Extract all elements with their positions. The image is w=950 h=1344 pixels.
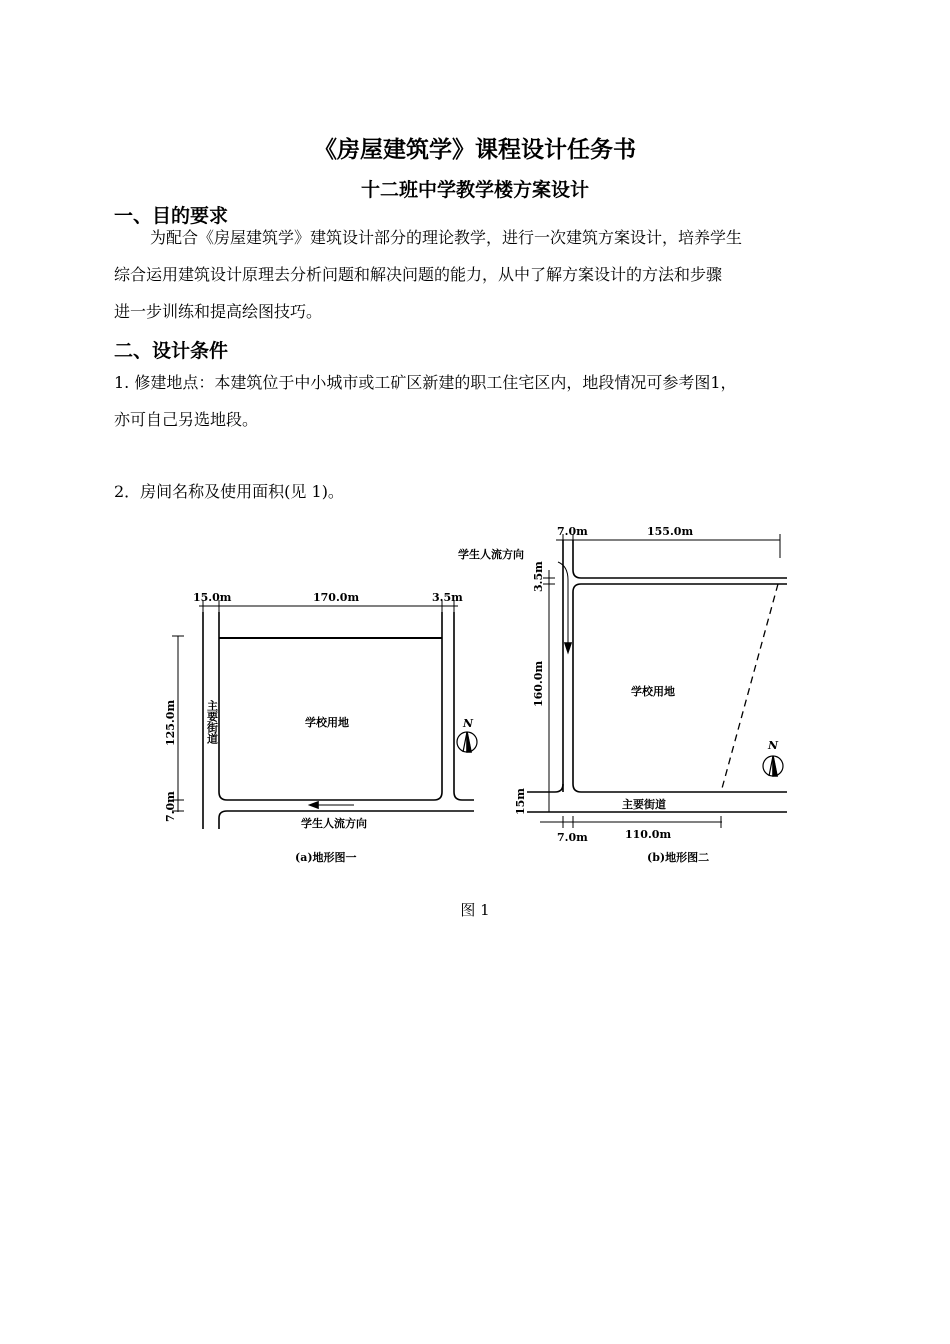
- fig-a-dim-road: 7.0m: [164, 791, 177, 822]
- section2-item2: 2．房间名称及使用面积(见 1)。: [114, 482, 344, 501]
- fig-b-dim-left: 7.0m: [557, 525, 588, 538]
- fig-b-site-label: 学校用地: [631, 685, 675, 698]
- fig-a-dim-left: 15.0m: [193, 591, 232, 604]
- fig-a-dim-mid: 170.0m: [313, 591, 360, 604]
- section2-heading: 二、设计条件: [114, 340, 229, 362]
- fig-b-dim-top: 155.0m: [647, 525, 694, 538]
- fig-a-street-label: 主要街道: [205, 700, 219, 744]
- figure-caption: 图 1: [460, 901, 490, 919]
- fig-b-dim-height: 160.0m: [532, 660, 545, 707]
- fig-b-dim-small: 3.5m: [532, 561, 545, 592]
- fig-a-site-label: 学校用地: [305, 716, 349, 729]
- section2-item1-line2: 亦可自己另选地段。: [114, 410, 259, 429]
- section1-line-3: 进一步训练和提高绘图技巧。: [114, 302, 323, 321]
- page-title: 《房屋建筑学》课程设计任务书: [314, 137, 636, 163]
- fig-b-street-label: 主要街道: [622, 798, 666, 811]
- fig-b-dim-bottom: 110.0m: [625, 828, 672, 841]
- fig-a-north: N: [463, 717, 474, 730]
- fig-a-dim-height: 125.0m: [164, 699, 177, 746]
- site-plan-b: [527, 534, 787, 828]
- section1-line-1: 为配合《房屋建筑学》建筑设计部分的理论教学，进行一次建筑方案设计，培养学生: [150, 228, 743, 247]
- page-subtitle: 十二班中学教学楼方案设计: [360, 179, 589, 201]
- section2-item1-line1: 1. 修建地点：本建筑位于中小城市或工矿区新建的职工住宅区内，地段情况可参考图1，: [114, 373, 737, 392]
- fig-a-flow-label: 学生人流方向: [301, 817, 367, 830]
- fig-b-flow-label: 学生人流方向: [458, 548, 524, 561]
- fig-b-dim-bottom-left: 15m: [514, 788, 527, 815]
- fig-b-north: N: [768, 739, 779, 752]
- fig-a-dim-right: 3.5m: [432, 591, 463, 604]
- section1-heading: 一、目的要求: [114, 205, 229, 227]
- fig-b-caption: (b)地形图二: [647, 851, 710, 864]
- fig-a-caption: (a)地形图一: [295, 851, 357, 864]
- section1-line-2: 综合运用建筑设计原理去分析问题和解决问题的能力，从中了解方案设计的方法和步骤: [114, 265, 723, 284]
- fig-b-dim-bottom-road: 7.0m: [557, 831, 588, 844]
